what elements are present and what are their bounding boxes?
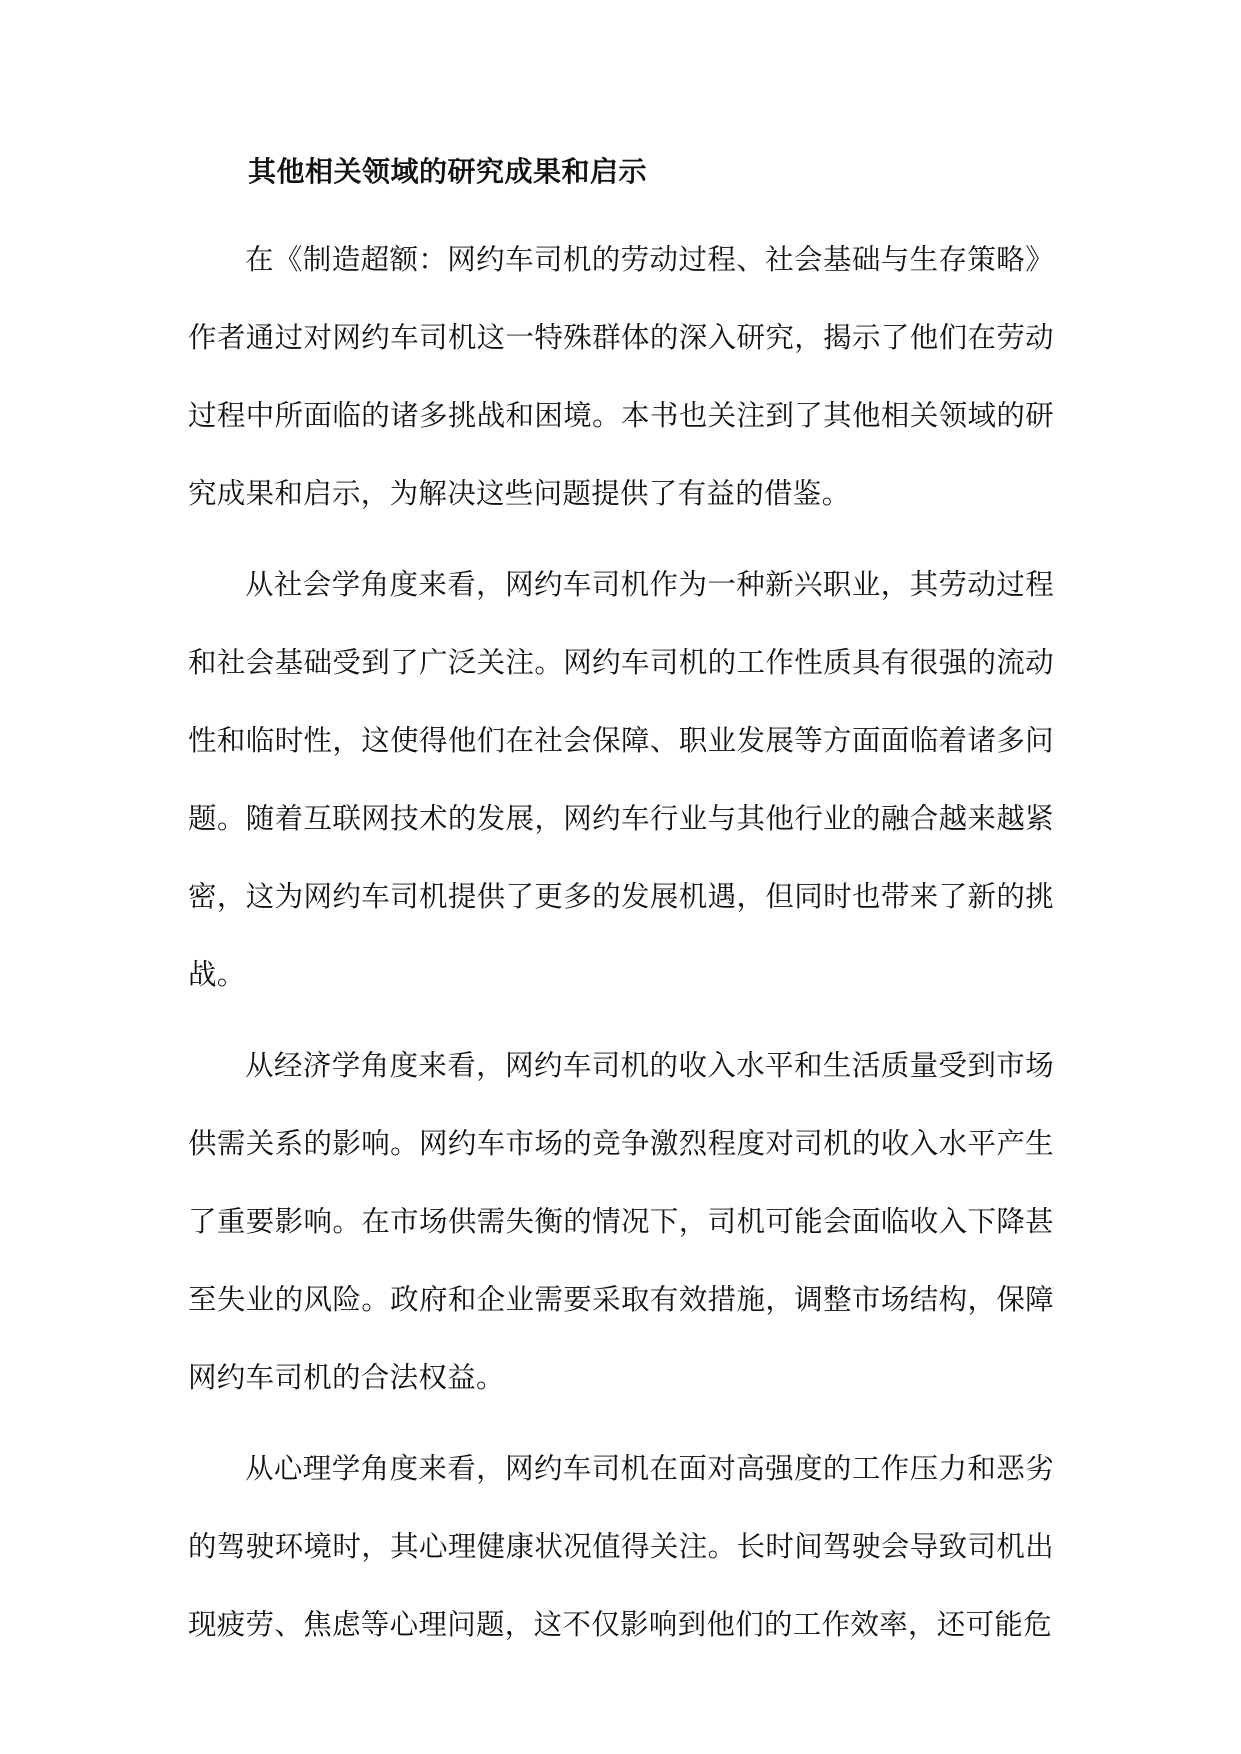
paragraph-sociology: 从社会学角度来看，网约车司机作为一种新兴职业，其劳动过程和社会基础受到了广泛关注。网约车司机的工作性质具有很强的流动性和临时性，这使得他们在社会保障、职业发展等方面面临着诸多问题。随着互联网技术的发展，网约车行业与其他行业的融合越来越紧密，这为网约车司机提供了更多的发展机遇，但同时也带来了新的挑战。: [188, 568, 1054, 991]
paragraph-economics: 从经济学角度来看，网约车司机的收入水平和生活质量受到市场供需关系的影响。网约车市场的竞争激烈程度对司机的收入水平产生了重要影响。在市场供需失衡的情况下，司机可能会面临收入下降甚至失业的风险。政府和企业需要采取有效措施，调整市场结构，保障网约车司机的合法权益。: [188, 1049, 1054, 1394]
document-body: [188, 142, 1054, 1664]
paragraph-psychology: 从心理学角度来看，网约车司机在面对高强度的工作压力和恶劣的驾驶环境时，其心理健康状况值得关注。长时间驾驶会导致司机出现疲劳、焦虑等心理问题，这不仅影响到他们的工作效率，还可能危: [188, 1452, 1054, 1641]
section-heading: 其他相关领域的研究成果和启示: [248, 155, 648, 188]
paragraph-intro: 在《制造超额：网约车司机的劳动过程、社会基础与生存策略》作者通过对网约车司机这一特殊群体的深入研究，揭示了他们在劳动过程中所面临的诸多挑战和困境。本书也关注到了其他相关领域的研究成果和启示，为解决这些问题提供了有益的借鉴。: [188, 243, 1054, 510]
